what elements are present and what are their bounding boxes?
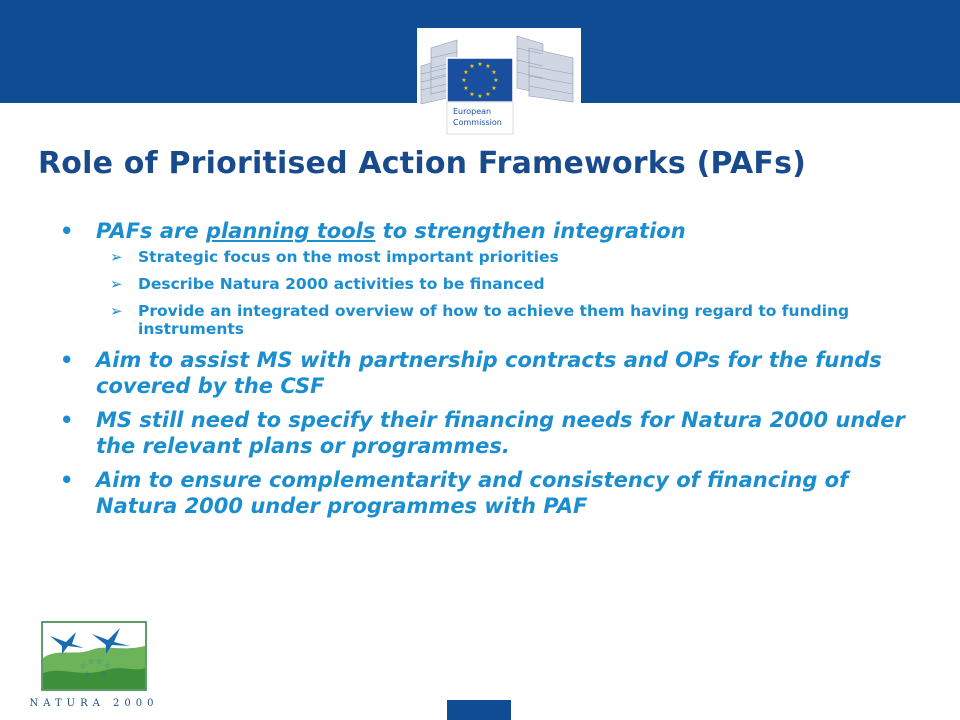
- bullet-4: [60, 467, 920, 519]
- svg-text:★: ★: [491, 69, 497, 76]
- arrow-bullet-icon: ➢: [110, 248, 123, 266]
- svg-text:★: ★: [493, 77, 499, 84]
- svg-text:☆: ☆: [84, 670, 91, 678]
- bullet-dot-icon: •: [60, 219, 74, 243]
- bullet-1-suffix: to strengthen integration: [375, 219, 686, 243]
- svg-text:★: ★: [485, 63, 491, 70]
- logo-text-european: European: [453, 107, 492, 116]
- slide-title: Role of Prioritised Action Frameworks (PAFs): [38, 146, 807, 181]
- svg-text:☆: ☆: [100, 670, 107, 678]
- svg-text:★: ★: [477, 93, 483, 100]
- bullet-1-sublist: [96, 248, 920, 338]
- natura-2000-logo: [29, 618, 159, 710]
- svg-text:★: ★: [485, 91, 491, 98]
- sub-bullet-2: [96, 275, 920, 293]
- bullet-2: [60, 347, 920, 399]
- bullet-4-text: Aim to ensure complementarity and consistency of financing of Natura 2000 under programmes with PAF: [96, 468, 849, 518]
- svg-text:★: ★: [463, 69, 469, 76]
- svg-text:★: ★: [491, 85, 497, 92]
- sub-bullet-3-text: Provide an integrated overview of how to achieve them having regard to funding instruments: [138, 302, 850, 338]
- svg-text:☆: ☆: [88, 658, 95, 666]
- svg-text:★: ★: [469, 63, 475, 70]
- slide-content: [60, 218, 920, 527]
- svg-text:★: ★: [463, 85, 469, 92]
- svg-text:★: ★: [477, 61, 483, 68]
- bullet-2-text: Aim to assist MS with partnership contracts and OPs for the funds covered by the CSF: [96, 348, 882, 398]
- bullet-3-text: MS still need to specify their financing needs for Natura 2000 under the relevant plans or programmes.: [96, 408, 905, 458]
- svg-text:☆: ☆: [104, 662, 111, 670]
- bullet-1-prefix: PAFs are: [96, 219, 206, 243]
- arrow-bullet-icon: ➢: [110, 302, 123, 320]
- sub-bullet-1-text: Strategic focus on the most important priorities: [138, 248, 559, 266]
- svg-text:☆: ☆: [96, 658, 103, 666]
- svg-text:★: ★: [469, 91, 475, 98]
- sub-bullet-2-text: Describe Natura 2000 activities to be financed: [138, 275, 545, 293]
- bottom-flag-strip: [447, 700, 511, 720]
- natura-logo-text: NATURA 2000: [29, 698, 159, 709]
- european-commission-logo: [417, 28, 581, 136]
- svg-text:☆: ☆: [80, 662, 87, 670]
- arrow-bullet-icon: ➢: [110, 275, 123, 293]
- bullet-3: [60, 407, 920, 459]
- bullet-1: [60, 218, 920, 338]
- bullet-1-underlined: planning tools: [205, 219, 376, 243]
- svg-text:★: ★: [461, 77, 467, 84]
- bullet-dot-icon: •: [60, 348, 74, 372]
- bullet-dot-icon: •: [60, 468, 74, 492]
- logo-text-commission: Commission: [453, 118, 502, 127]
- sub-bullet-1: [96, 248, 920, 266]
- sub-bullet-3: [96, 302, 920, 338]
- bullet-dot-icon: •: [60, 408, 74, 432]
